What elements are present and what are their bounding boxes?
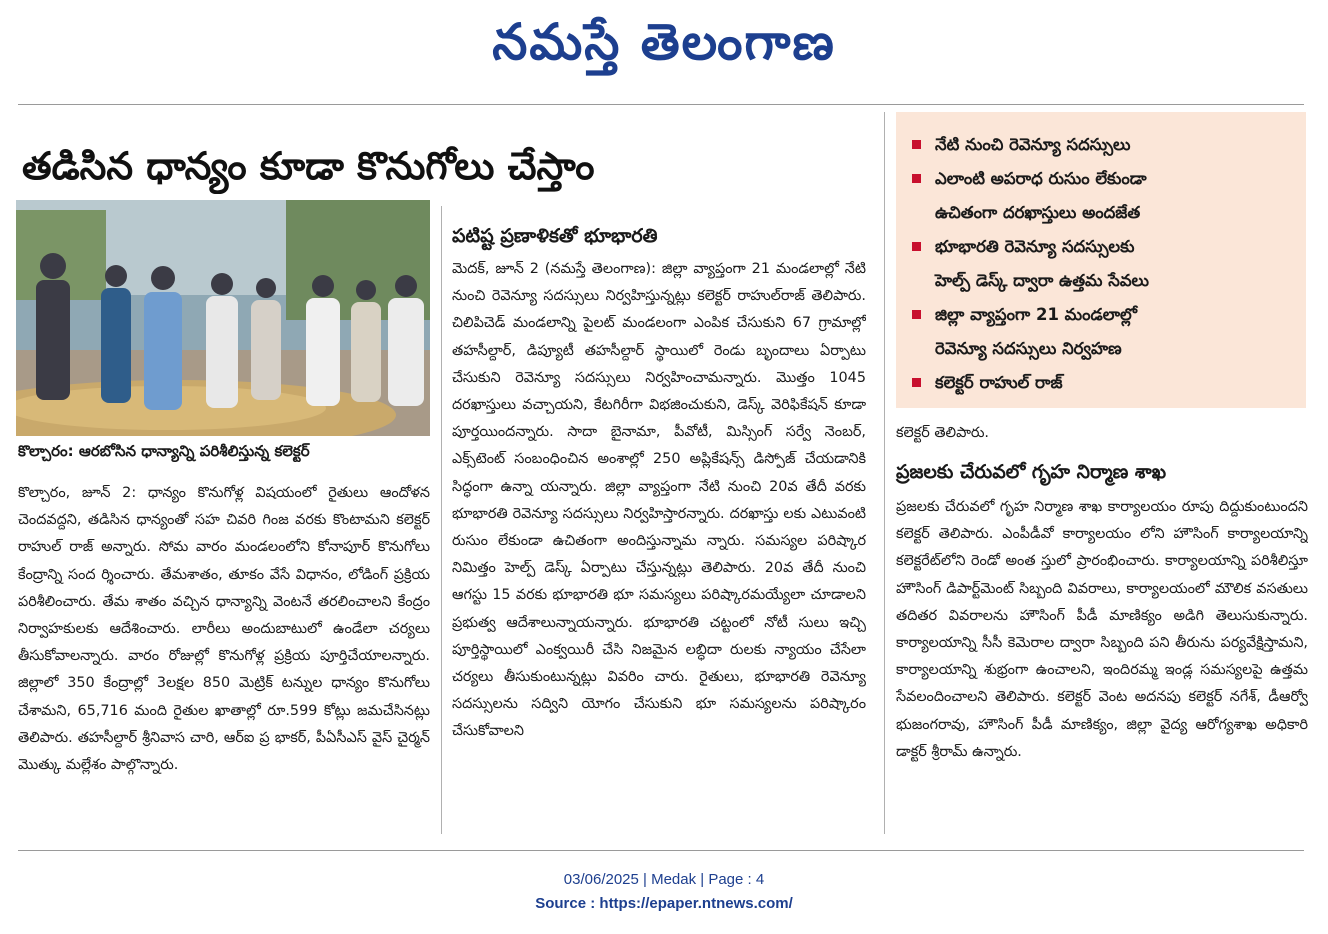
story-continuation: కలెక్టర్ తెలిపారు. [896,425,990,441]
highlight-item: భూభారతి రెవెన్యూ సదస్సులకు [912,230,1296,264]
left-story [18,480,430,830]
masthead-logo: నమస్తే తెలంగాణ [492,13,836,71]
column-divider [884,112,885,834]
square-bullet-icon [912,242,921,251]
column-divider [441,206,442,834]
highlight-item-cont: రెవెన్యూ సదస్సులు నిర్వహణ [935,339,1122,358]
square-bullet-icon [912,174,921,183]
top-rule [18,104,1304,105]
footer-source-link[interactable]: Source : https://epaper.ntnews.com/ [535,895,793,912]
square-bullet-icon [912,310,921,319]
right-story [896,494,1308,834]
highlights-box [896,112,1306,408]
highlight-item-cont: హెల్ప్ డెస్క్ ద్వారా ఉత్తమ సేవలు [935,271,1149,290]
left-story-text: కొల్చారం, జూన్ 2: ధాన్యం కొనుగోళ్ల విషయంలో రైతులు ఆందోళన చెందవద్దని, తడిసిన ధాన్యంతో సహ చివరి గింజ వరకు కొంటామని కలెక్టర్ రాహుల్ రాజ్ అన్నారు. సోమ వారం మండలంలోని కోనాపూర్ కొనుగోలు కేంద్రాన్ని సంద ర్శించారు. తేమశాతం, తూకం వేసే విధానం, లోడింగ్ ప్రక్రియ పరిశీలించారు. తేమ శాతం వచ్చిన ధాన్యాన్ని వెంటనే తరలించాలని కేంద్రం నిర్వాహకులకు ఆదేశించారు. లారీలు అందుబాటులో ఉండేలా చర్యలు తీసుకోవాలన్నారు. వారం రోజుల్లో కొనుగోళ్ల ప్రక్రియ పూర్తిచేయాలన్నారు. జిల్లాలో 350 కేంద్రాల్లో 3లక్షల 850 మెట్రిక్ టన్నుల ధాన్యం కొనుగోలు చేశామని, 65,716 మంది రైతుల ఖాతాల్లో రూ.599 కోట్లు జమచేసినట్లు తెలిపారు. తహసీల్దార్ శ్రీనివాస చారి, ఆర్ఐ ప్ర భాకర్, పీఏసీఎస్ వైస్ చైర్మన్ మొత్కు మల్లేశం పాల్గొన్నారు. [18,485,430,774]
photo-caption: కొల్చారం: ఆరబోసిన ధాన్యాన్ని పరిశీలిస్తున్న కలెక్టర్ [18,442,310,460]
news-photo [16,200,430,436]
headline: తడిసిన ధాన్యం కూడా కొనుగోలు చేస్తాం [22,144,595,188]
right-subheading: ప్రజలకు చేరువలో గృహ నిర్మాణ శాఖ [896,461,1167,483]
highlight-item: నేటి నుంచి రెవెన్యూ సదస్సులు [912,128,1296,162]
square-bullet-icon [912,140,921,149]
mid-story [452,256,866,836]
square-bullet-icon [912,378,921,387]
mid-subheading: పటిష్ట ప్రణాళికతో భూభారతి [452,225,658,247]
right-story-text: ప్రజలకు చేరువలో గృహ నిర్మాణ శాఖ కార్యాలయం రూపు దిద్దుకుంటుందని కలెక్టర్ తెలిపారు. ఎంపీడీవో కార్యాలయం లోని హౌసింగ్ కార్యాలయాన్ని కలెక్టరేట్‌లోని రెండో అంత స్తులో ప్రారంభించారు. కార్యాలయాన్ని పరిశీలిస్తూ హౌసింగ్ డిపార్ట్‌మెంట్ సిబ్బంది వివరాలు, కార్యాలయంలో మౌలిక వసతులు తదితర వివరాలను హౌసింగ్ పీడీ మాణిక్యం అడిగి తెలుసుకున్నారు. కార్యాలయాన్ని సీసీ కెమెరాల ద్వారా సిబ్బంది పని తీరును పర్యవేక్షిస్తామని, కార్యాలయాన్ని శుభ్రంగా ఉంచాలని, ఇందిరమ్మ ఇండ్ల సమస్యలపై ఉత్తమ సేవలందించాలని తెలిపారు. కలెక్టర్ వెంట అదనపు కలెక్టర్ నగేశ్, డీఆర్వో భుజంగరావు, హౌసింగ్ పీడీ మాణిక్యం, జిల్లా వైద్య ఆరోగ్యశాఖ అధికారి డాక్టర్ శ్రీరామ్ ఉన్నారు. [896,499,1308,760]
mid-story-text: మెదక్, జూన్ 2 (నమస్తే తెలంగాణ): జిల్లా వ్యాప్తంగా 21 మండలాల్లో నేటి నుంచి రెవెన్యూ సదస్సులు నిర్వహిస్తున్నట్లు కలెక్టర్ రాహుల్‌రాజ్ తెలిపారు. చిలిపిచెడ్ మండలాన్ని పైలట్ మండలంగా ఎంపిక చేసుకుని 67 గ్రామాల్లో తహసీల్దార్, డిప్యూటీ తహసీల్దార్ స్థాయిలో రెండు బృందాలు ఏర్పాటు చేసుకుని రెవెన్యూ సదస్సులు నిర్వహించామన్నారు. మొత్తం 1045 దరఖాస్తులు వచ్చాయని, కేటగిరీగా విభజించుకుని, డెస్క్ వెరిఫికేషన్ కూడా పూర్తయిందన్నారు. సాదా బైనామా, పీవోటీ, మిస్సింగ్ సర్వే నెంబర్, ఎక్స్‌టెంట్ సంబంధించిన అంశాల్లో 250 అప్లికేషన్స్ డిస్పోజ్ చేయడానికి సిద్ధంగా ఉన్నా యన్నారు. జిల్లా వ్యాప్తంగా నేటి నుంచి 20వ తేదీ వరకు భూభారతి రెవెన్యూ సదస్సులు నిర్వహిస్తారన్నారు. దరఖాస్తు లకు ఎటువంటి రుసుం లేకుండా ఉచితంగా అందిస్తున్నామ న్నారు. సమస్యల పరిష్కార నిమిత్తం హెల్ప్ డెస్క్ ఏర్పాటు చేస్తున్నట్లు తెలిపారు. 20వ తేదీ నుంచి ఆగస్టు 15 వరకు భూభారతి భూ సమస్యలు పరిష్కారమయ్యేలా చూడాలని ప్రభుత్వ ఆదేశాలున్నాయన్నారు. భూభారతి చట్టంలో నోటీ సులు ఇచ్చి పూర్తిస్థాయిలో ఎంక్వయిరీ చేసి నిజమైన లబ్ధిదా రులకు న్యాయం చేసేలా చర్యలు తీసుకుంటున్నట్లు వివరిం చారు. రైతులు, భూభారతి రెవెన్యూ సదస్సులను సద్విని యోగం చేసుకుని భూ సమస్యలను పరిష్కారం చేసుకోవాలని [452,261,866,740]
footer-date-line: 03/06/2025 | Medak | Page : 4 [563,871,765,888]
bottom-rule [18,850,1304,851]
highlight-item: కలెక్టర్ రాహుల్ రాజ్ [912,366,1296,400]
highlight-item: ఎలాంటి అపరాధ రుసుం లేకుండా [912,162,1296,196]
highlight-item-cont: ఉచితంగా దరఖాస్తులు అందజేత [935,203,1141,222]
highlight-item: జిల్లా వ్యాప్తంగా 21 మండలాల్లో [912,298,1296,332]
